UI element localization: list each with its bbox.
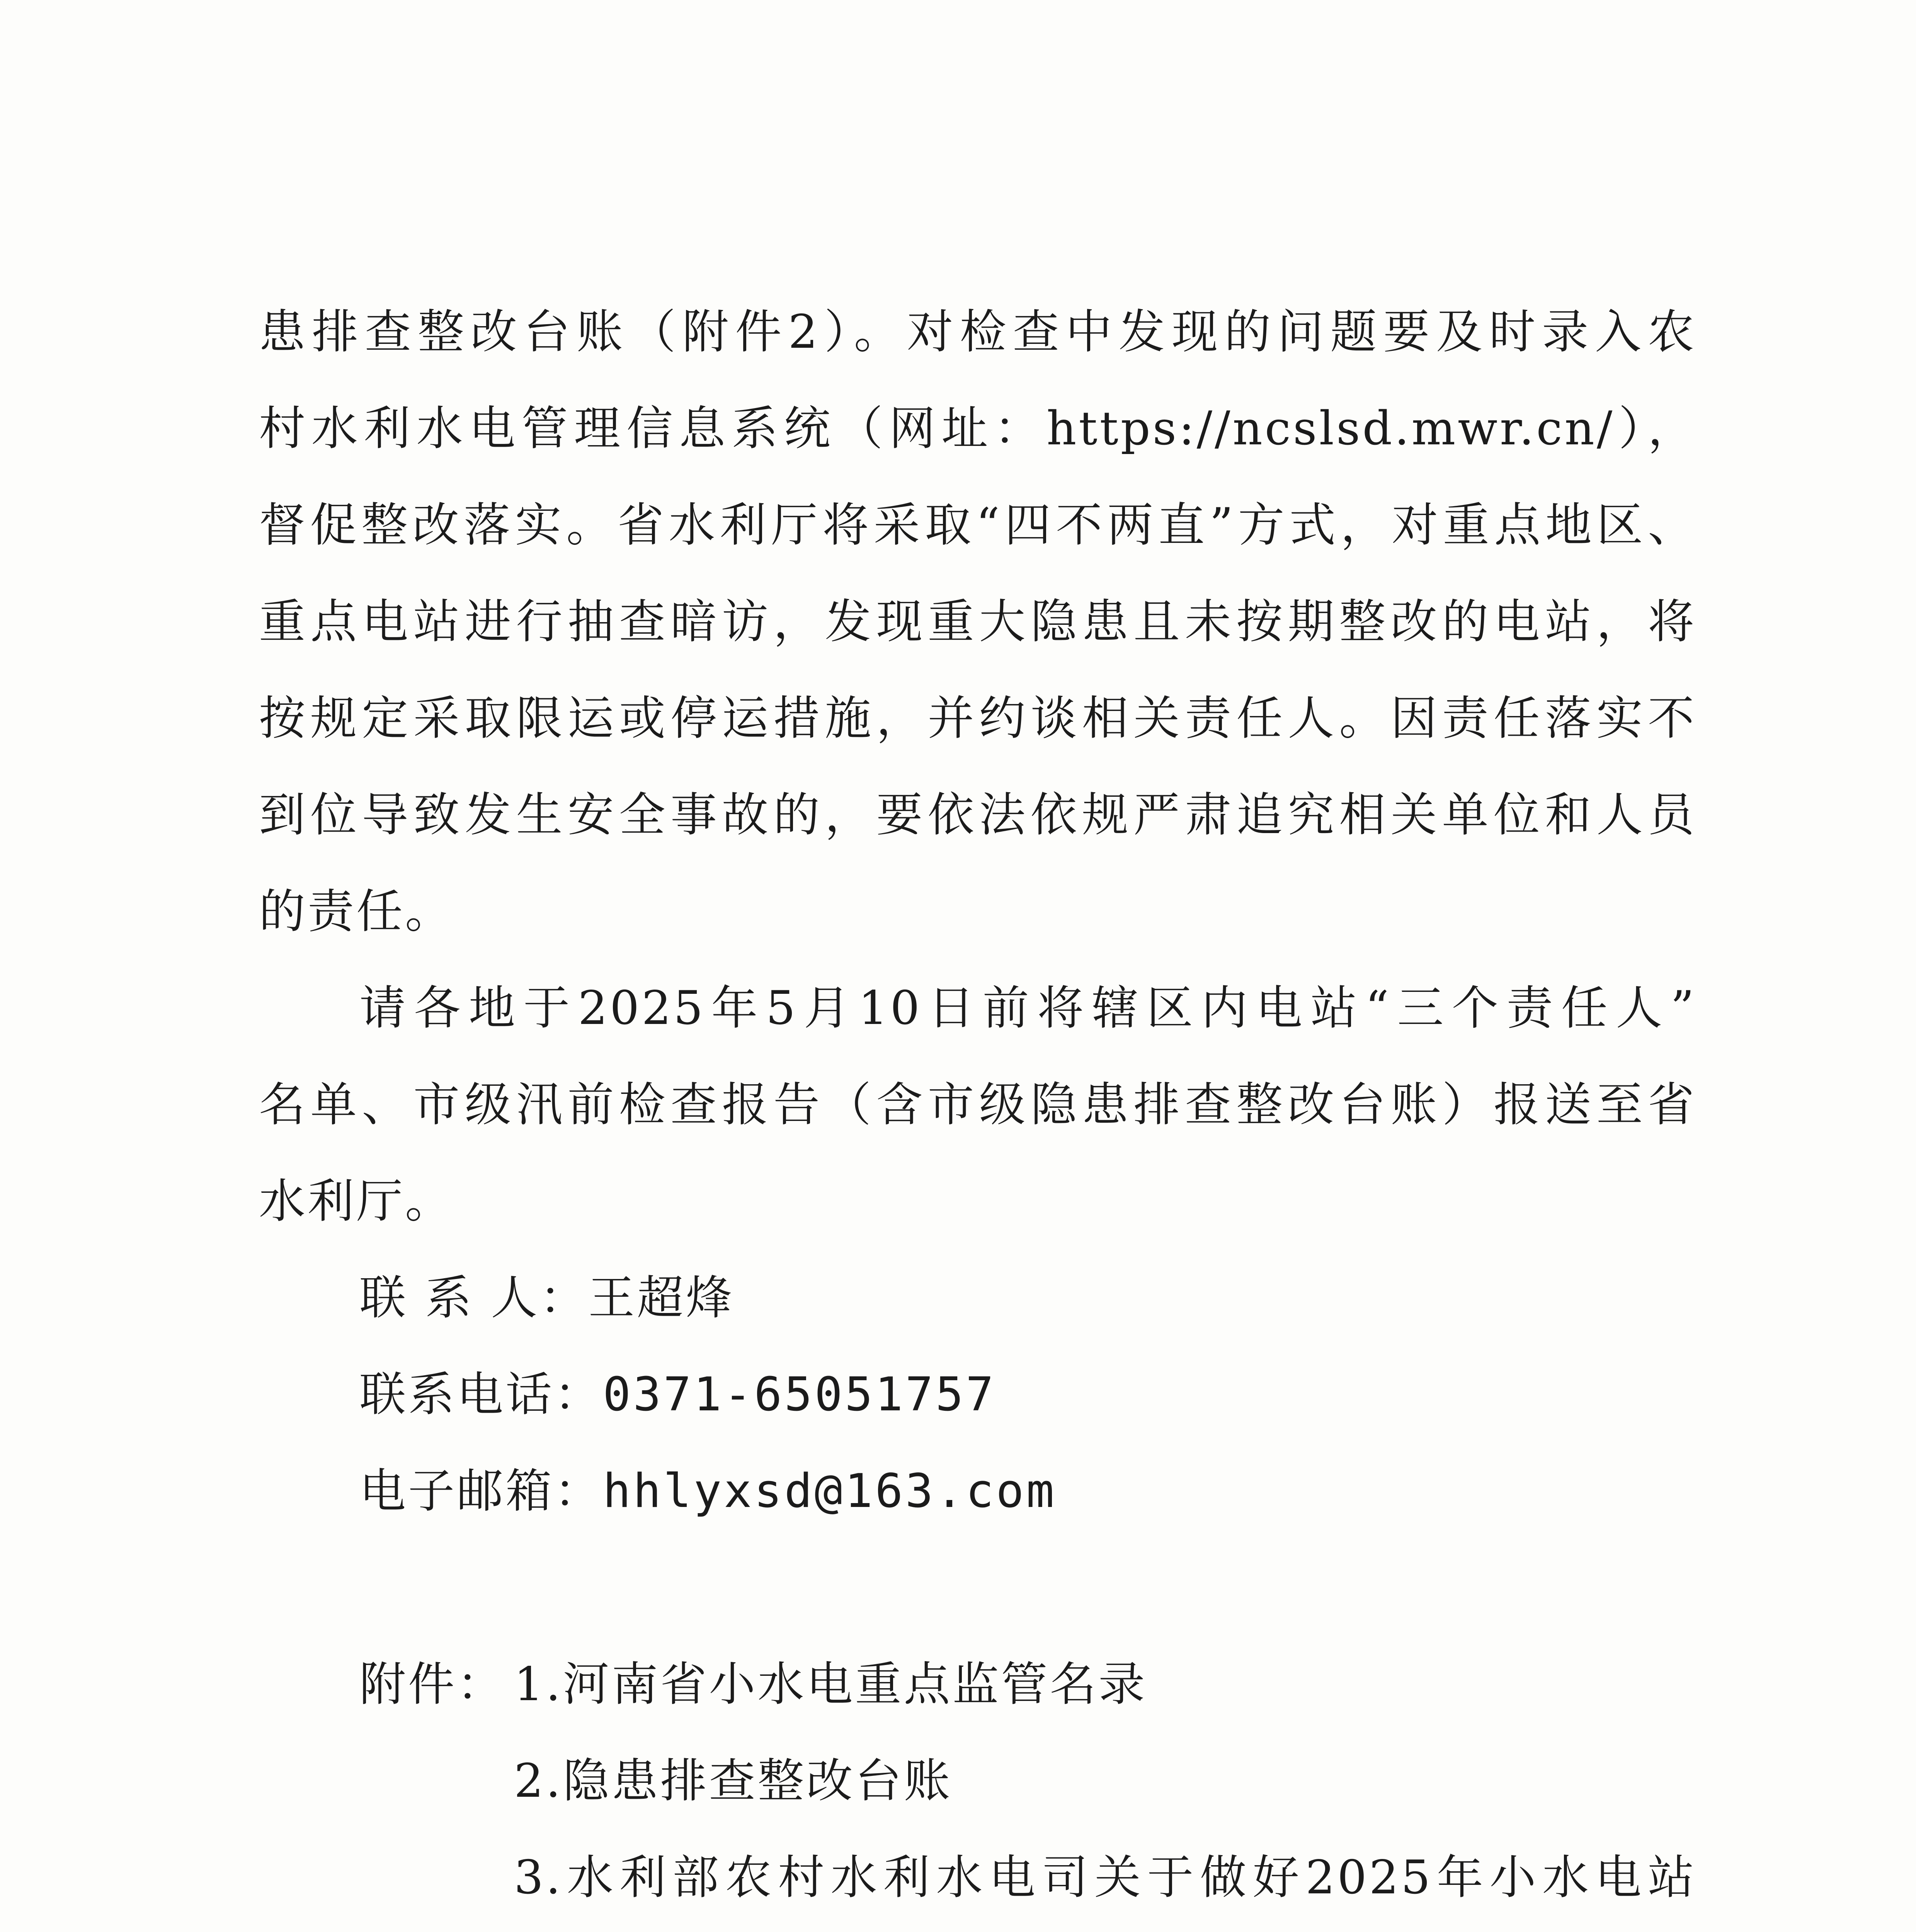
attachments-label: 附件： (359, 1658, 505, 1711)
attachment-item-3: 3.水利部农村水利水电司关于做好2025年小水电站 (514, 1851, 1696, 1905)
contact-email-value: hhlyxsd@163.com (603, 1464, 1057, 1518)
paragraph1-line-2: 村水利水电管理信息系统（网址：https://ncslsd.mwr.cn/）， (259, 402, 1696, 456)
contact-phone-value: 0371-65051757 (603, 1368, 996, 1422)
contact-email-label: 电子邮箱： (359, 1464, 603, 1518)
paragraph1-line-4: 重点电站进行抽查暗访，发现重大隐患且未按期整改的电站，将 (259, 595, 1696, 649)
contact-phone-label: 联系电话： (359, 1368, 603, 1422)
paragraph2-line-2: 名单、市级汛前检查报告（含市级隐患排查整改台账）报送至省 (259, 1078, 1696, 1132)
paragraph2-line-3: 水利厅。 (259, 1175, 454, 1228)
paragraph1-line-7: 的责任。 (259, 885, 454, 939)
paragraph1-line-1: 患排查整改台账（附件2）。对检查中发现的问题要及时录入农 (259, 305, 1696, 359)
contact-email (359, 1464, 1057, 1519)
paragraph1-line-5: 按规定采取限运或停运措施，并约谈相关责任人。因责任落实不 (259, 692, 1696, 745)
paragraph1-line-3: 督促整改落实。省水利厅将采取“四不两直”方式，对重点地区、 (259, 498, 1696, 552)
contact-person-value: 王超烽 (588, 1271, 735, 1325)
contact-person (359, 1271, 734, 1325)
contact-phone (359, 1368, 996, 1422)
paragraph2-line-1: 请各地于2025年5月10日前将辖区内电站“三个责任人” (359, 981, 1696, 1035)
contact-person-label: 联 系 人： (359, 1271, 589, 1325)
attachment-item-2: 2.隐患排查整改台账 (514, 1754, 953, 1808)
paragraph1-line-6: 到位导致发生安全事故的，要依法依规严肃追究相关单位和人员 (259, 788, 1696, 842)
attachment-item-1: 1.河南省小水电重点监管名录 (514, 1658, 1147, 1711)
